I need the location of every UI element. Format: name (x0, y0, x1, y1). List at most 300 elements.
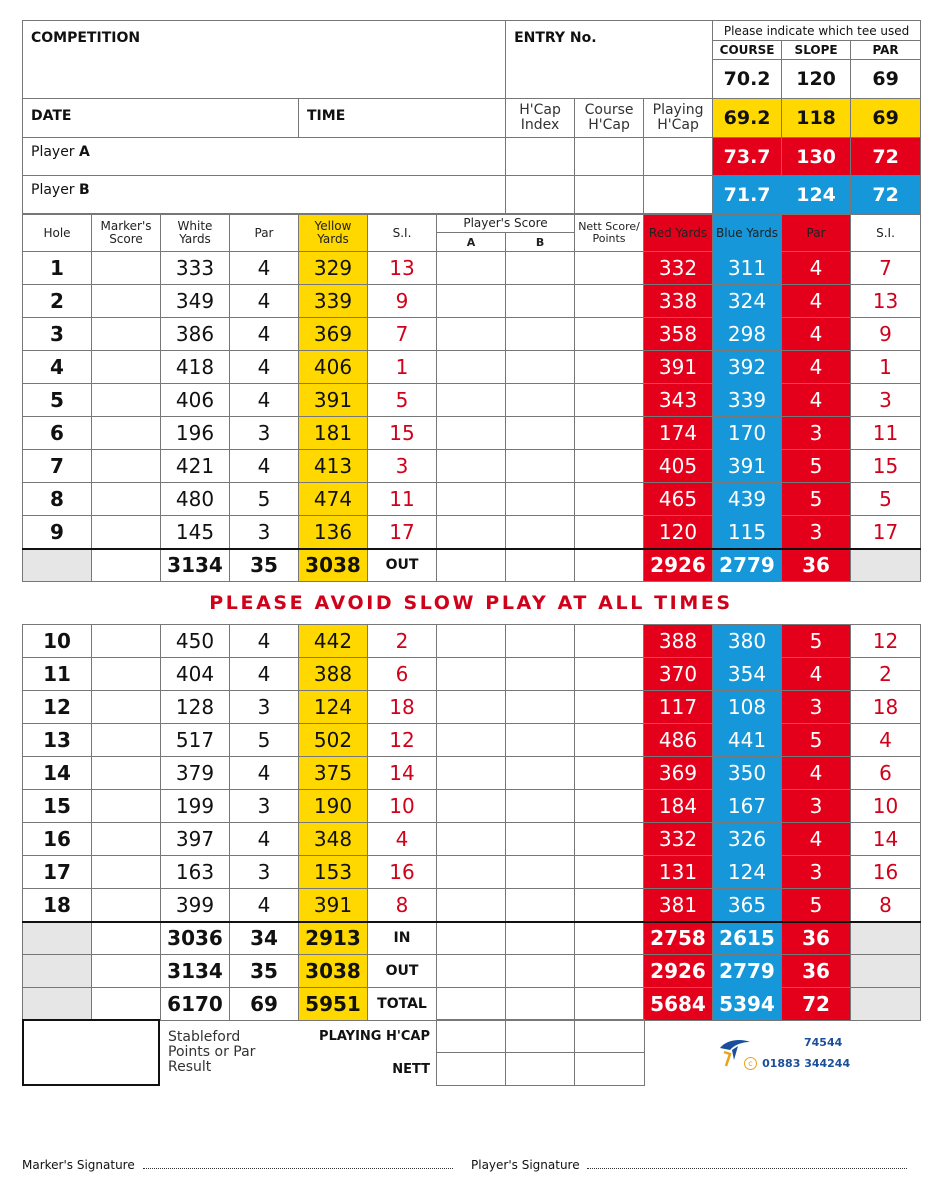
white-yards: 399 (161, 889, 230, 922)
marker-score-cell[interactable] (92, 691, 161, 724)
player-b-score-cell[interactable] (506, 823, 575, 856)
back-nine-table (22, 624, 921, 1021)
hcap-index-label: H'Cap Index (506, 99, 575, 138)
playing-hcap-nett[interactable] (575, 1020, 645, 1053)
stroke-index: 12 (368, 724, 437, 757)
total-nett-cell[interactable] (575, 922, 644, 955)
markers-signature-line[interactable] (22, 1158, 453, 1172)
red-yards: 391 (644, 351, 713, 384)
marker-score-cell[interactable] (92, 757, 161, 790)
stroke-index-2: 8 (851, 889, 921, 922)
total-player-b-cell[interactable] (506, 922, 575, 955)
nett-score-cell[interactable] (575, 823, 644, 856)
player-a-score-cell[interactable] (437, 823, 506, 856)
hole-row (23, 516, 921, 549)
slow-play-warning: PLEASE AVOID SLOW PLAY AT ALL TIMES (209, 592, 733, 614)
col-player-a: A (437, 233, 506, 252)
yellow-yards: 442 (299, 625, 368, 658)
par-2: 5 (782, 483, 851, 516)
yellow-yards: 391 (299, 889, 368, 922)
total-player-b-cell[interactable] (506, 955, 575, 988)
player-b-score-cell[interactable] (506, 450, 575, 483)
player-b-score-cell[interactable] (506, 384, 575, 417)
hole-number: 16 (23, 823, 92, 856)
entry-no-field[interactable] (506, 21, 713, 99)
total-red-yards: 2926 (644, 955, 713, 988)
yellow-yards: 339 (299, 285, 368, 318)
red-tee-slope[interactable]: 130 (782, 138, 851, 176)
par: 4 (230, 318, 299, 351)
red-yards: 184 (644, 790, 713, 823)
total-blank (23, 549, 92, 582)
stroke-index: 5 (368, 384, 437, 417)
nett-score-cell[interactable] (575, 417, 644, 450)
red-yards: 381 (644, 889, 713, 922)
hole-number: 5 (23, 384, 92, 417)
player-a-letter: A (79, 144, 90, 160)
player-b-score-cell[interactable] (506, 625, 575, 658)
marker-score-cell[interactable] (92, 450, 161, 483)
par-2: 4 (782, 318, 851, 351)
hole-number: 1 (23, 252, 92, 285)
total-nett-cell[interactable] (575, 988, 644, 1021)
yellow-yards: 375 (299, 757, 368, 790)
stroke-index-2: 13 (851, 285, 921, 318)
player-a-score-cell[interactable] (437, 318, 506, 351)
logo-phone: 01883 344244 (762, 1057, 851, 1070)
marker-score-cell[interactable] (92, 790, 161, 823)
stroke-index: 10 (368, 790, 437, 823)
stableford-label: Stableford Points or Par Result (168, 1029, 256, 1075)
red-tee-par[interactable]: 72 (851, 138, 921, 176)
nett-score-cell[interactable] (575, 351, 644, 384)
blue-yards: 380 (713, 625, 782, 658)
hole-number: 11 (23, 658, 92, 691)
total-player-b-cell[interactable] (506, 988, 575, 1021)
stroke-index: 18 (368, 691, 437, 724)
player-b-course-hcap[interactable] (575, 176, 644, 214)
playing-hcap-a[interactable] (437, 1020, 506, 1053)
par-2: 4 (782, 252, 851, 285)
hole-row (23, 724, 921, 757)
marker-score-cell[interactable] (92, 724, 161, 757)
stroke-index-2: 10 (851, 790, 921, 823)
hole-number: 18 (23, 889, 92, 922)
player-b-hcap-index[interactable] (506, 176, 575, 214)
player-b-letter: B (79, 182, 90, 198)
total-white-yards: 3134 (161, 955, 230, 988)
players-signature-line[interactable] (471, 1158, 907, 1172)
total-blank-2 (851, 955, 921, 988)
nett-score-cell[interactable] (575, 691, 644, 724)
yellow-tee-par[interactable]: 69 (851, 99, 921, 138)
player-a-score-cell[interactable] (437, 417, 506, 450)
white-tee-par[interactable]: 69 (851, 60, 921, 99)
back-total-row (23, 955, 921, 988)
back-nine-rows (23, 625, 921, 1021)
marker-score-cell[interactable] (92, 252, 161, 285)
nett-b[interactable] (506, 1053, 575, 1086)
par-2: 3 (782, 856, 851, 889)
white-tee-course[interactable]: 70.2 (713, 60, 782, 99)
stroke-index-2: 15 (851, 450, 921, 483)
marker-score-cell[interactable] (92, 285, 161, 318)
stroke-index-2: 17 (851, 516, 921, 549)
stroke-index: 13 (368, 252, 437, 285)
nett-score-cell[interactable] (575, 757, 644, 790)
nett-nett[interactable] (575, 1053, 645, 1086)
hole-number: 17 (23, 856, 92, 889)
player-a-prefix: Player (31, 144, 80, 160)
par: 3 (230, 856, 299, 889)
red-yards: 369 (644, 757, 713, 790)
blue-tee-slope[interactable]: 124 (782, 176, 851, 214)
par-2: 3 (782, 417, 851, 450)
marker-score-cell[interactable] (92, 318, 161, 351)
marker-score-cell[interactable] (92, 384, 161, 417)
marker-score-cell[interactable] (92, 516, 161, 549)
total-blank (23, 988, 92, 1021)
white-tee-slope[interactable]: 120 (782, 60, 851, 99)
player-a-score-cell[interactable] (437, 724, 506, 757)
marker-score-cell[interactable] (92, 625, 161, 658)
stroke-index-2: 1 (851, 351, 921, 384)
player-b-score-cell[interactable] (506, 318, 575, 351)
yellow-yards: 406 (299, 351, 368, 384)
players-signature-label: Player's Signature (471, 1158, 580, 1172)
hole-row (23, 285, 921, 318)
nett-score-cell[interactable] (575, 318, 644, 351)
total-player-a-cell[interactable] (437, 955, 506, 988)
hole-number: 15 (23, 790, 92, 823)
blue-yards: 324 (713, 285, 782, 318)
player-a-playing-hcap[interactable] (644, 138, 713, 176)
tee-label-par: PAR (851, 41, 921, 60)
yellow-yards: 348 (299, 823, 368, 856)
hole-number: 4 (23, 351, 92, 384)
par: 5 (230, 483, 299, 516)
total-marker-cell[interactable] (92, 922, 161, 955)
stroke-index-2: 11 (851, 417, 921, 450)
player-b-score-cell[interactable] (506, 252, 575, 285)
player-b-score-cell[interactable] (506, 691, 575, 724)
par: 4 (230, 757, 299, 790)
stroke-index-2: 7 (851, 252, 921, 285)
total-player-a-cell[interactable] (437, 922, 506, 955)
nett-score-cell[interactable] (575, 856, 644, 889)
time-label: TIME (307, 108, 346, 124)
col-players-score: Player's Score (437, 215, 575, 233)
player-a-score-cell[interactable] (437, 450, 506, 483)
par-2: 4 (782, 351, 851, 384)
total-player-b-cell[interactable] (506, 549, 575, 582)
nett-score-cell[interactable] (575, 384, 644, 417)
player-b-score-cell[interactable] (506, 483, 575, 516)
total-marker-cell[interactable] (92, 955, 161, 988)
par: 3 (230, 691, 299, 724)
stroke-index-2: 14 (851, 823, 921, 856)
col-marker-score: Marker's Score (92, 215, 161, 252)
blue-yards: 170 (713, 417, 782, 450)
player-b-score-cell[interactable] (506, 790, 575, 823)
nett-score-cell[interactable] (575, 889, 644, 922)
par: 4 (230, 889, 299, 922)
blue-yards: 441 (713, 724, 782, 757)
player-b-score-cell[interactable] (506, 658, 575, 691)
yellow-yards: 391 (299, 384, 368, 417)
white-yards: 406 (161, 384, 230, 417)
player-a-score-cell[interactable] (437, 889, 506, 922)
nett-score-cell[interactable] (575, 483, 644, 516)
stroke-index-2: 4 (851, 724, 921, 757)
total-blue-yards: 2779 (713, 549, 782, 582)
player-b-score-cell[interactable] (506, 757, 575, 790)
playing-hcap-label: Playing H'Cap (644, 99, 713, 138)
total-label: OUT (368, 955, 437, 988)
result-box[interactable] (22, 1019, 160, 1086)
total-yellow-yards: 5951 (299, 988, 368, 1021)
front-nine-table (22, 214, 921, 582)
stroke-index: 17 (368, 516, 437, 549)
player-b-score-cell[interactable] (506, 285, 575, 318)
white-yards: 421 (161, 450, 230, 483)
hole-number: 14 (23, 757, 92, 790)
blue-yards: 298 (713, 318, 782, 351)
marker-score-cell[interactable] (92, 658, 161, 691)
stroke-index: 3 (368, 450, 437, 483)
par: 4 (230, 658, 299, 691)
blue-tee-course[interactable]: 71.7 (713, 176, 782, 214)
competition-label: COMPETITION (31, 30, 141, 46)
player-b-playing-hcap[interactable] (644, 176, 713, 214)
copyright-icon: c (744, 1057, 757, 1070)
stroke-index: 7 (368, 318, 437, 351)
competition-field[interactable] (23, 21, 506, 99)
player-a-score-cell[interactable] (437, 856, 506, 889)
par-2: 4 (782, 823, 851, 856)
col-white-yards: White Yards (161, 215, 230, 252)
total-player-a-cell[interactable] (437, 988, 506, 1021)
yellow-yards: 136 (299, 516, 368, 549)
yellow-tee-slope[interactable]: 118 (782, 99, 851, 138)
nett-score-cell[interactable] (575, 516, 644, 549)
col-par: Par (230, 215, 299, 252)
blue-yards: 354 (713, 658, 782, 691)
yellow-yards: 388 (299, 658, 368, 691)
blue-tee-par[interactable]: 72 (851, 176, 921, 214)
player-b-score-cell[interactable] (506, 856, 575, 889)
marker-score-cell[interactable] (92, 856, 161, 889)
hole-row (23, 384, 921, 417)
stroke-index: 11 (368, 483, 437, 516)
markers-signature-label: Marker's Signature (22, 1158, 135, 1172)
player-b-score-cell[interactable] (506, 724, 575, 757)
hole-row (23, 889, 921, 922)
hole-row (23, 483, 921, 516)
hole-row (23, 625, 921, 658)
yellow-yards: 502 (299, 724, 368, 757)
nett-score-cell[interactable] (575, 658, 644, 691)
white-yards: 163 (161, 856, 230, 889)
total-white-yards: 6170 (161, 988, 230, 1021)
par-2: 3 (782, 516, 851, 549)
header-table (22, 20, 921, 214)
white-yards: 128 (161, 691, 230, 724)
hole-row (23, 658, 921, 691)
marker-score-cell[interactable] (92, 483, 161, 516)
total-marker-cell[interactable] (92, 549, 161, 582)
total-par-2: 72 (782, 988, 851, 1021)
date-label: DATE (31, 108, 72, 124)
par-2: 4 (782, 658, 851, 691)
par: 3 (230, 790, 299, 823)
player-a-hcap-index[interactable] (506, 138, 575, 176)
yellow-tee-course[interactable]: 69.2 (713, 99, 782, 138)
player-a-score-cell[interactable] (437, 351, 506, 384)
yellow-yards: 413 (299, 450, 368, 483)
total-white-yards: 3134 (161, 549, 230, 582)
white-yards: 517 (161, 724, 230, 757)
player-a-score-cell[interactable] (437, 384, 506, 417)
player-a-score-cell[interactable] (437, 252, 506, 285)
stroke-index-2: 12 (851, 625, 921, 658)
total-nett-cell[interactable] (575, 955, 644, 988)
total-marker-cell[interactable] (92, 988, 161, 1021)
player-a-course-hcap[interactable] (575, 138, 644, 176)
total-blank-2 (851, 988, 921, 1021)
back-total-row (23, 988, 921, 1021)
red-yards: 405 (644, 450, 713, 483)
blue-yards: 108 (713, 691, 782, 724)
red-yards: 343 (644, 384, 713, 417)
stroke-index-2: 5 (851, 483, 921, 516)
nett-score-cell[interactable] (575, 252, 644, 285)
total-player-a-cell[interactable] (437, 549, 506, 582)
par: 4 (230, 450, 299, 483)
total-blue-yards: 5394 (713, 988, 782, 1021)
stroke-index: 1 (368, 351, 437, 384)
player-a-score-cell[interactable] (437, 483, 506, 516)
nett-score-cell[interactable] (575, 724, 644, 757)
total-label: IN (368, 922, 437, 955)
player-a-score-cell[interactable] (437, 691, 506, 724)
stroke-index: 15 (368, 417, 437, 450)
hole-number: 12 (23, 691, 92, 724)
marker-score-cell[interactable] (92, 889, 161, 922)
total-nett-cell[interactable] (575, 549, 644, 582)
nett-score-cell[interactable] (575, 790, 644, 823)
red-yards: 370 (644, 658, 713, 691)
total-blank-2 (851, 922, 921, 955)
yellow-yards: 153 (299, 856, 368, 889)
stroke-index: 8 (368, 889, 437, 922)
hole-row (23, 856, 921, 889)
total-blank (23, 922, 92, 955)
total-label: TOTAL (368, 988, 437, 1021)
yellow-yards: 369 (299, 318, 368, 351)
logo-number: 74544 (804, 1036, 843, 1049)
total-blue-yards: 2779 (713, 955, 782, 988)
white-yards: 386 (161, 318, 230, 351)
player-b-field[interactable] (23, 176, 506, 214)
player-a-score-cell[interactable] (437, 285, 506, 318)
player-b-score-cell[interactable] (506, 351, 575, 384)
red-yards: 338 (644, 285, 713, 318)
col-hole: Hole (23, 215, 92, 252)
white-yards: 196 (161, 417, 230, 450)
red-yards: 388 (644, 625, 713, 658)
total-white-yards: 3036 (161, 922, 230, 955)
par-2: 5 (782, 625, 851, 658)
white-yards: 333 (161, 252, 230, 285)
marker-score-cell[interactable] (92, 823, 161, 856)
tee-label-course: COURSE (713, 41, 782, 60)
player-a-score-cell[interactable] (437, 757, 506, 790)
hole-row (23, 318, 921, 351)
marker-score-cell[interactable] (92, 351, 161, 384)
white-yards: 397 (161, 823, 230, 856)
nett-score-cell[interactable] (575, 625, 644, 658)
player-a-field[interactable] (23, 138, 506, 176)
marker-score-cell[interactable] (92, 417, 161, 450)
red-yards: 174 (644, 417, 713, 450)
total-label: OUT (368, 549, 437, 582)
white-yards: 480 (161, 483, 230, 516)
player-a-score-cell[interactable] (437, 625, 506, 658)
red-tee-course[interactable]: 73.7 (713, 138, 782, 176)
player-b-score-cell[interactable] (506, 889, 575, 922)
player-b-score-cell[interactable] (506, 417, 575, 450)
total-red-yards: 2758 (644, 922, 713, 955)
blue-yards: 439 (713, 483, 782, 516)
player-a-score-cell[interactable] (437, 516, 506, 549)
white-yards: 450 (161, 625, 230, 658)
player-a-score-cell[interactable] (437, 658, 506, 691)
white-yards: 349 (161, 285, 230, 318)
nett-a[interactable] (437, 1053, 506, 1086)
hole-number: 6 (23, 417, 92, 450)
col-blue-yards: Blue Yards (713, 215, 782, 252)
nett-score-cell[interactable] (575, 450, 644, 483)
blue-yards: 167 (713, 790, 782, 823)
hole-number: 3 (23, 318, 92, 351)
date-field[interactable] (23, 99, 299, 138)
stroke-index-2: 3 (851, 384, 921, 417)
stroke-index: 14 (368, 757, 437, 790)
nett-score-cell[interactable] (575, 285, 644, 318)
stroke-index-2: 9 (851, 318, 921, 351)
player-b-score-cell[interactable] (506, 516, 575, 549)
par: 4 (230, 252, 299, 285)
hole-row (23, 823, 921, 856)
total-par: 34 (230, 922, 299, 955)
player-a-score-cell[interactable] (437, 790, 506, 823)
hole-row (23, 417, 921, 450)
yellow-yards: 181 (299, 417, 368, 450)
par: 4 (230, 351, 299, 384)
hole-row (23, 790, 921, 823)
total-blue-yards: 2615 (713, 922, 782, 955)
red-yards: 120 (644, 516, 713, 549)
stroke-index-2: 16 (851, 856, 921, 889)
red-yards: 465 (644, 483, 713, 516)
playing-hcap-b[interactable] (506, 1020, 575, 1053)
front-nine-rows (23, 252, 921, 582)
total-yellow-yards: 3038 (299, 955, 368, 988)
time-field[interactable] (299, 99, 506, 138)
blue-yards: 339 (713, 384, 782, 417)
out-total-row (23, 549, 921, 582)
